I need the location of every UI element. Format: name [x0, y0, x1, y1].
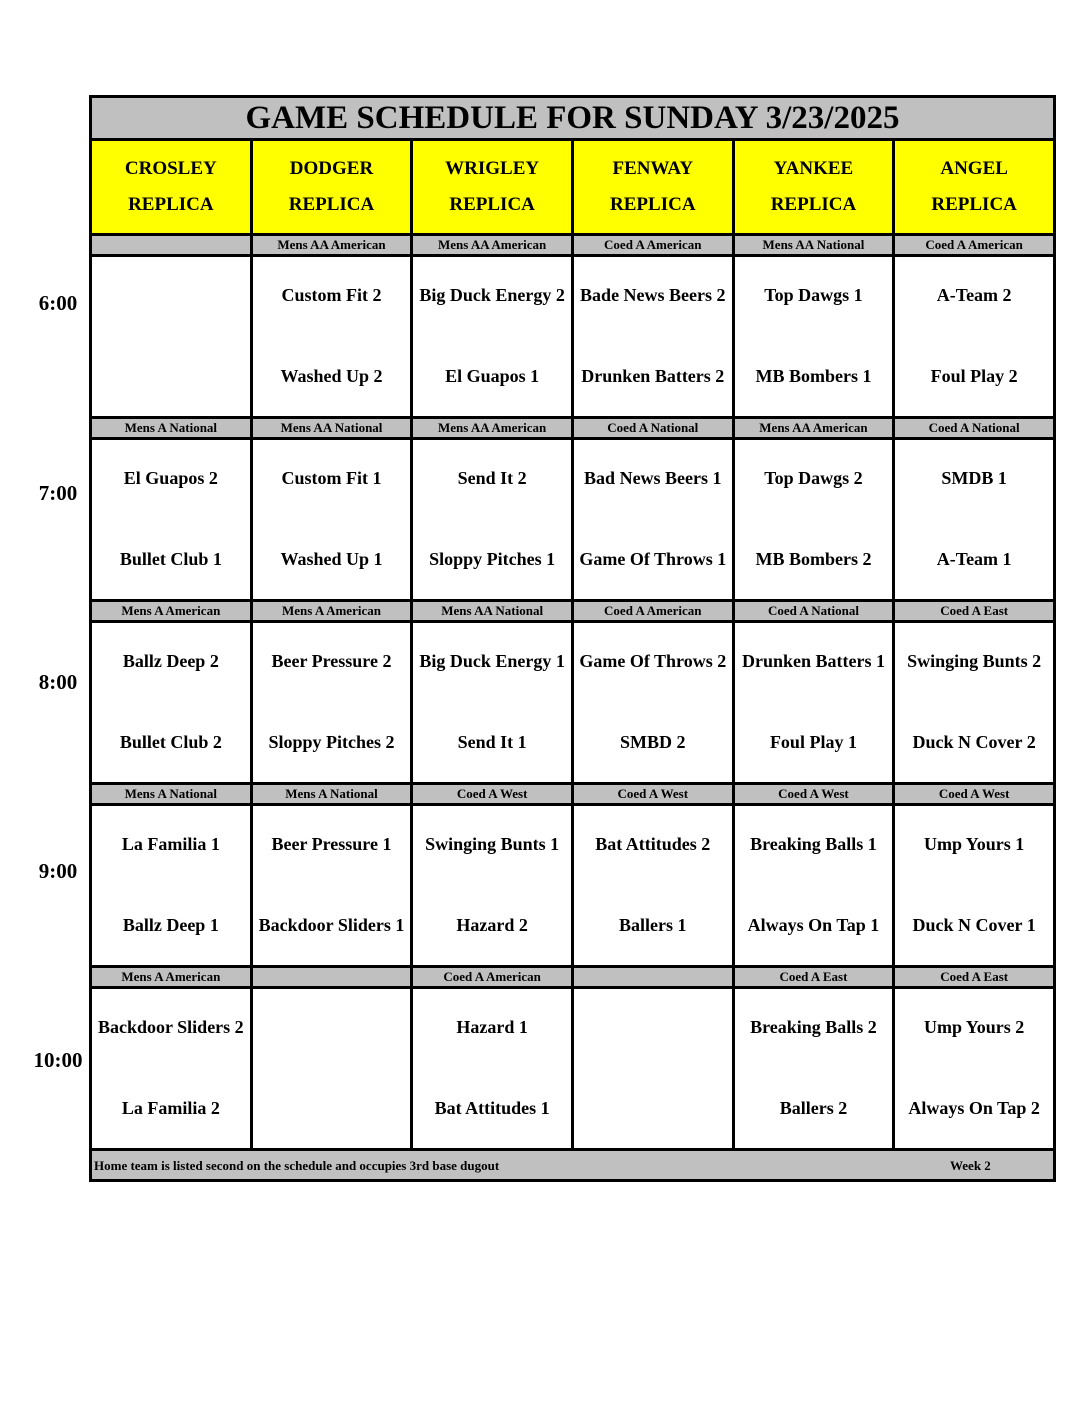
matchup: [574, 989, 732, 1148]
schedule-table: [89, 95, 1056, 1182]
game-cell: [412, 622, 573, 784]
away-team: Top Dawgs 1: [764, 284, 863, 305]
matchup: [895, 257, 1053, 416]
game-cell: [894, 988, 1055, 1150]
matchup: [413, 806, 571, 965]
home-team: MB Bombers 1: [755, 365, 872, 386]
game-cell: [733, 256, 894, 418]
game-cell: [894, 805, 1055, 967]
game-cell: [91, 256, 252, 418]
game-cell: [572, 988, 733, 1150]
matchup: [92, 257, 250, 416]
game-cell: [733, 988, 894, 1150]
home-team: Ballers 1: [619, 914, 687, 935]
home-team: El Guapos 1: [445, 365, 540, 386]
game-cell: [251, 805, 412, 967]
away-team: [92, 257, 250, 336]
home-team: Washed Up 1: [280, 548, 383, 569]
matchup: [895, 806, 1053, 965]
home-team: Backdoor Sliders 1: [258, 914, 405, 935]
matchup: [92, 623, 250, 782]
division-label: Mens A American: [91, 601, 252, 622]
away-team: Swinging Bunts 2: [907, 650, 1042, 671]
game-cell: [91, 988, 252, 1150]
home-team: [92, 336, 250, 415]
division-label: Mens AA American: [412, 418, 573, 439]
game-cell: [894, 439, 1055, 601]
game-cell: [91, 439, 252, 601]
division-label: Coed A West: [412, 784, 573, 805]
away-team: [253, 989, 411, 1068]
game-cell: [412, 439, 573, 601]
home-team: Game Of Throws 1: [579, 548, 727, 569]
away-team: Game Of Throws 2: [579, 650, 727, 671]
away-team: Top Dawgs 2: [764, 467, 863, 488]
away-team: Bat Attitudes 2: [595, 833, 711, 854]
field-subtitle: REPLICA: [449, 194, 535, 215]
field-subtitle: REPLICA: [288, 194, 375, 215]
home-team: Sloppy Pitches 1: [429, 548, 556, 569]
away-team: Breaking Balls 1: [750, 833, 877, 854]
footer-cell: [91, 1150, 1055, 1181]
away-team: Drunken Batters 1: [741, 650, 885, 671]
away-team: El Guapos 2: [123, 467, 218, 488]
matchup: [413, 257, 571, 416]
matchup: [253, 806, 411, 965]
division-label: [251, 967, 412, 988]
division-label: Mens AA National: [412, 601, 573, 622]
game-cell: [91, 622, 252, 784]
away-team: Custom Fit 1: [281, 467, 382, 488]
away-team: Beer Pressure 1: [271, 833, 392, 854]
away-team: Hazard 1: [456, 1016, 528, 1037]
game-cell: [733, 439, 894, 601]
home-team: Always On Tap 1: [747, 914, 880, 935]
away-team: Ump Yours 2: [923, 1016, 1025, 1037]
matchup: [574, 257, 732, 416]
field-header-row: [91, 140, 1055, 235]
matchup: [735, 989, 893, 1148]
division-label: Coed A American: [412, 967, 573, 988]
game-cell: [894, 256, 1055, 418]
division-label: Mens AA National: [733, 235, 894, 256]
matchup: [92, 806, 250, 965]
game-cell: [572, 439, 733, 601]
away-team: Breaking Balls 2: [750, 1016, 877, 1037]
division-row: [91, 967, 1055, 988]
division-label: Coed A West: [894, 784, 1055, 805]
away-team: [574, 989, 732, 1068]
field-name: WRIGLEY: [445, 158, 540, 179]
field-name: FENWAY: [612, 158, 694, 179]
time-label: 9:00: [38, 859, 78, 883]
home-team: [253, 1068, 411, 1147]
away-team: Swinging Bunts 1: [425, 833, 560, 854]
game-row: [91, 439, 1055, 601]
home-team: Always On Tap 2: [908, 1097, 1040, 1118]
home-team: A-Team 1: [936, 548, 1012, 569]
home-team: Foul Play 1: [769, 731, 857, 752]
matchup: [574, 806, 732, 965]
game-cell: [251, 988, 412, 1150]
field-header: [91, 140, 252, 235]
division-label: Mens AA American: [251, 235, 412, 256]
footer-note: Home team is listed second on the schedule and occupies 3rd base dugout: [94, 1158, 500, 1173]
matchup: [413, 989, 571, 1148]
field-subtitle: REPLICA: [931, 194, 1017, 215]
division-label: [572, 967, 733, 988]
field-name: DODGER: [289, 158, 374, 179]
division-label: Coed A American: [572, 235, 733, 256]
division-label: Mens A American: [251, 601, 412, 622]
home-team: Duck N Cover 2: [912, 731, 1036, 752]
field-header: [894, 140, 1055, 235]
game-cell: [412, 805, 573, 967]
away-team: SMDB 1: [941, 467, 1007, 488]
matchup: [574, 440, 732, 599]
division-label: Coed A East: [894, 967, 1055, 988]
field-name: CROSLEY: [124, 158, 217, 179]
home-team: Washed Up 2: [280, 365, 383, 386]
matchup: [574, 623, 732, 782]
matchup: [735, 806, 893, 965]
game-cell: [894, 622, 1055, 784]
division-label: Mens AA American: [733, 418, 894, 439]
home-team: Bullet Club 2: [119, 731, 222, 752]
schedule-title: GAME SCHEDULE FOR SUNDAY 3/23/2025: [91, 97, 1055, 140]
home-team: SMBD 2: [620, 731, 686, 752]
week-label: Week 2: [950, 1158, 991, 1173]
game-row: [91, 988, 1055, 1150]
matchup: [253, 989, 411, 1148]
away-team: Bad News Beers 1: [584, 467, 722, 488]
home-team: Duck N Cover 1: [912, 914, 1036, 935]
game-cell: [412, 988, 573, 1150]
away-team: Custom Fit 2: [281, 284, 382, 305]
game-cell: [412, 256, 573, 418]
division-label: Coed A American: [572, 601, 733, 622]
division-label: Mens A American: [91, 967, 252, 988]
field-header: [572, 140, 733, 235]
time-label: 7:00: [38, 481, 78, 505]
time-label: 6:00: [38, 291, 78, 315]
division-label: Coed A East: [733, 967, 894, 988]
away-team: Big Duck Energy 1: [419, 650, 565, 671]
field-header: [412, 140, 573, 235]
matchup: [413, 623, 571, 782]
game-cell: [251, 622, 412, 784]
field-subtitle: REPLICA: [770, 194, 857, 215]
away-team: La Familia 1: [121, 833, 220, 854]
away-team: Big Duck Energy 2: [419, 284, 565, 305]
time-label: 8:00: [38, 670, 78, 694]
home-team: Send It 1: [457, 731, 527, 752]
home-team: Bat Attitudes 1: [434, 1097, 550, 1118]
matchup: [92, 989, 250, 1148]
home-team: Bullet Club 1: [119, 548, 222, 569]
away-team: Ballz Deep 2: [122, 650, 219, 671]
away-team: Backdoor Sliders 2: [97, 1016, 244, 1037]
game-row: [91, 622, 1055, 784]
home-team: Ballers 2: [779, 1097, 848, 1118]
away-team: Ump Yours 1: [923, 833, 1025, 854]
matchup: [895, 623, 1053, 782]
division-label: Coed A East: [894, 601, 1055, 622]
field-header: [733, 140, 894, 235]
division-label: Mens A National: [251, 784, 412, 805]
matchup: [253, 440, 411, 599]
game-cell: [251, 256, 412, 418]
matchup: [735, 257, 893, 416]
home-team: [574, 1068, 732, 1147]
division-label: Mens AA National: [251, 418, 412, 439]
division-label: Coed A National: [572, 418, 733, 439]
matchup: [895, 989, 1053, 1148]
home-team: MB Bombers 2: [755, 548, 872, 569]
matchup: [895, 440, 1053, 599]
home-team: Drunken Batters 2: [581, 365, 725, 386]
away-team: Bade News Beers 2: [580, 284, 726, 305]
time-label: 10:00: [33, 1048, 83, 1072]
home-team: Hazard 2: [456, 914, 528, 935]
away-team: A-Team 2: [936, 284, 1012, 305]
field-header: [251, 140, 412, 235]
footer-row: [91, 1150, 1055, 1181]
matchup: [735, 623, 893, 782]
game-cell: [572, 805, 733, 967]
division-label: Mens A National: [91, 784, 252, 805]
matchup: [413, 440, 571, 599]
game-cell: [733, 622, 894, 784]
game-cell: [251, 439, 412, 601]
field-subtitle: REPLICA: [128, 194, 214, 215]
division-label: Mens A National: [91, 418, 252, 439]
matchup: [735, 440, 893, 599]
matchup: [253, 623, 411, 782]
game-cell: [91, 805, 252, 967]
field-subtitle: REPLICA: [610, 194, 696, 215]
home-team: Sloppy Pitches 2: [268, 731, 395, 752]
matchup: [253, 257, 411, 416]
division-row: [91, 418, 1055, 439]
division-row: [91, 235, 1055, 256]
game-cell: [572, 622, 733, 784]
division-label: Coed A National: [733, 601, 894, 622]
home-team: La Familia 2: [121, 1097, 220, 1118]
division-row: [91, 601, 1055, 622]
division-row: [91, 784, 1055, 805]
game-row: [91, 805, 1055, 967]
division-label: [91, 235, 252, 256]
away-team: Send It 2: [457, 467, 527, 488]
home-team: Foul Play 2: [930, 365, 1018, 386]
field-name: YANKEE: [773, 158, 854, 179]
matchup: [92, 440, 250, 599]
division-label: Coed A West: [733, 784, 894, 805]
game-cell: [733, 805, 894, 967]
division-label: Coed A West: [572, 784, 733, 805]
division-label: Mens AA American: [412, 235, 573, 256]
game-row: [91, 256, 1055, 418]
game-cell: [572, 256, 733, 418]
field-name: ANGEL: [940, 158, 1008, 179]
division-label: Coed A National: [894, 418, 1055, 439]
home-team: Ballz Deep 1: [122, 914, 219, 935]
away-team: Beer Pressure 2: [271, 650, 392, 671]
division-label: Coed A American: [894, 235, 1055, 256]
